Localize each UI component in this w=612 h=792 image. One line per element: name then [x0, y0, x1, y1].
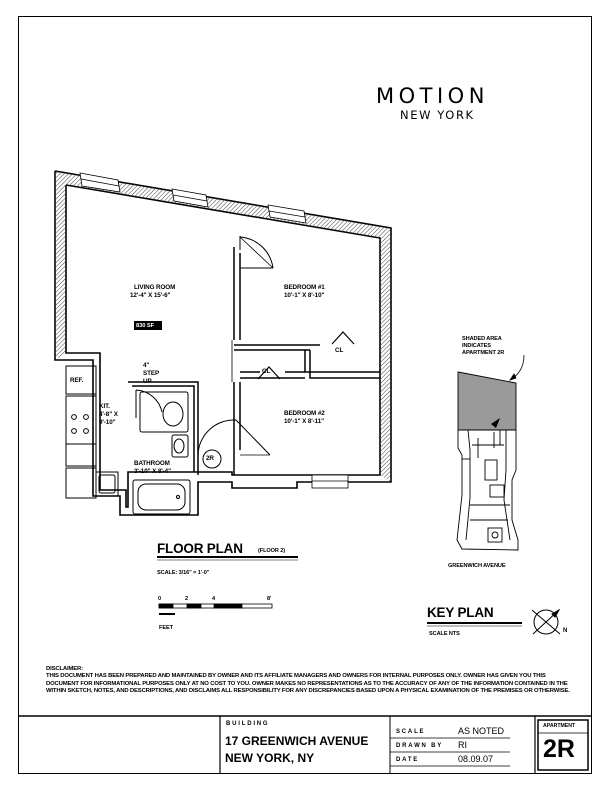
key-plan-leader [510, 355, 524, 380]
key-plan-title-lines [427, 623, 522, 626]
bedroom1-dims: 10'-1" X 8'-10" [284, 292, 325, 299]
scale-bar-label-2: 2 [185, 596, 189, 602]
unit-marker-label: 2R [206, 455, 214, 462]
living-room-name: LIVING ROOM [134, 284, 176, 291]
scale-bar-label-4: 4 [212, 596, 216, 602]
disclaimer-text: THIS DOCUMENT HAS BEEN PREPARED AND MAINTAINED BY OWNER AND ITS AFFILIATE MANAGERS AND OWNERS FOR INTERNAL PURPOSES ONLY. OWNER HAS GIVEN YOU THIS DOCUMENT FOR INFORMATIONAL PURPOSES ONLY AT NO COST TO YOU. OWNER MAKES NO REPRESENTATIONS AS TO THE ACCURACY OF ANY OF THE INFORMATION CONTAINED IN THE WITHIN SKETCH, NOTES, AND DESCRIPTIONS, AND DISCLAIMS ALL RESPONSIBILITY FOR ANY DISCREPANCIES BASED UPON A PHYSICAL EXAMINATION OF THE PREMISES OR OTHERWISE. [46, 673, 570, 694]
step-line2: STEP [143, 370, 160, 377]
address-line1: 17 GREENWICH AVENUE [225, 734, 369, 748]
kitchen-dims-line1: 4'-8" X [99, 411, 118, 418]
disclaimer-heading: DISCLAIMER: [46, 666, 83, 672]
bathroom-dims: 3'-10" X 8'-4" [134, 468, 171, 475]
kitchen-name: KIT. [99, 403, 110, 410]
bedroom1-name: BEDROOM #1 [284, 284, 325, 291]
key-plan-building [457, 372, 518, 550]
date-label: DATE [396, 757, 420, 763]
floor-plan-subtitle: (FLOOR 2) [258, 548, 286, 554]
scale-bar-unit: FEET [159, 625, 173, 631]
floor-plan-title: FLOOR PLAN [157, 541, 243, 556]
logo-subtitle: NEW YORK [400, 108, 475, 122]
key-plan-scale: SCALE NTS [429, 631, 460, 637]
floor-plan-title-lines [157, 557, 298, 560]
apartment-label: APARTMENT [543, 723, 576, 729]
closet1-label: CL [335, 347, 344, 354]
floor-plan-scale: SCALE: 3/16" = 1'-0" [157, 570, 210, 576]
building-label: BUILDING [226, 721, 270, 727]
date-value: 08.09.07 [458, 754, 494, 764]
key-plan-note-line3: APARTMENT 2R [462, 350, 505, 356]
drawn-by-label: DRAWN BY [396, 743, 444, 749]
scale-label: SCALE [396, 729, 426, 735]
key-plan-street: GREENWICH AVENUE [448, 563, 506, 569]
bedroom2-name: BEDROOM #2 [284, 410, 325, 417]
scale-bar [159, 604, 272, 614]
kitchen-dims-line2: 9'-10" [99, 419, 116, 426]
drawn-by-value: RI [458, 740, 467, 750]
closet2-label: CL [262, 368, 271, 375]
logo-wordmark: MOTION [376, 84, 489, 108]
address-line2: NEW YORK, NY [225, 751, 315, 765]
refrigerator-label: REF. [70, 377, 84, 384]
living-room-dims: 12'-4" X 15'-6" [130, 292, 171, 299]
key-plan-note-line2: INDICATES [462, 343, 491, 349]
bedroom2-dims: 10'-1" X 8'-11" [284, 418, 325, 425]
north-label: N [563, 628, 568, 634]
step-line3: UP [143, 378, 152, 385]
scale-value: AS NOTED [458, 726, 505, 736]
step-line1: 4" [143, 362, 150, 369]
north-arrow [532, 610, 560, 634]
key-plan-title: KEY PLAN [427, 605, 494, 620]
scale-bar-label-0: 0 [158, 596, 162, 602]
disclaimer-block [46, 666, 576, 695]
interior-walls [128, 247, 380, 475]
apartment-value: 2R [543, 735, 575, 763]
key-plan-note-line1: SHADED AREA [462, 336, 502, 342]
bathroom-name: BATHROOM [134, 460, 170, 467]
kitchen-fixtures [66, 366, 118, 498]
scale-bar-label-8: 8' [267, 596, 272, 602]
living-room-area: 830 SF [136, 323, 155, 329]
